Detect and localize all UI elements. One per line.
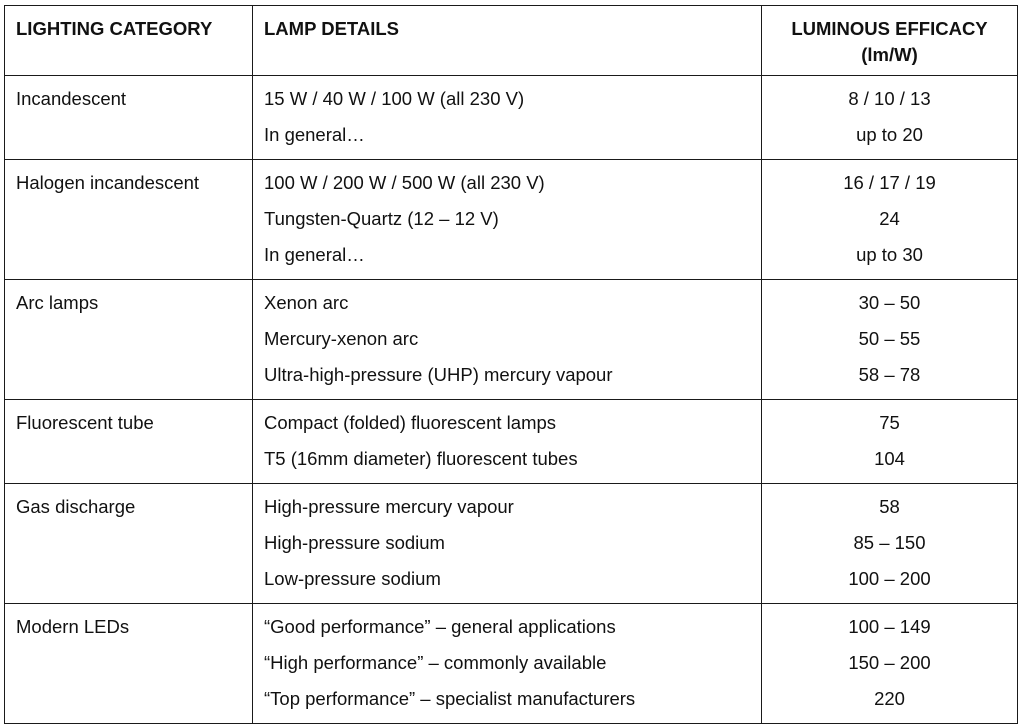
efficacy-value: 50 – 55 [858, 328, 921, 349]
efficacy-value: 100 – 200 [848, 568, 931, 589]
header-luminous-efficacy [762, 6, 1018, 76]
row-details-cell [253, 400, 762, 484]
efficacy-value: up to 30 [856, 244, 923, 265]
efficacy-value: 75 [879, 412, 900, 433]
header-lamp-details: LAMP DETAILS [253, 6, 762, 76]
row-efficacy-cell [762, 160, 1018, 280]
detail-line: “Good performance” – general applications [264, 616, 616, 637]
header-efficacy-unit: (lm/W) [861, 44, 918, 65]
category-label: Modern LEDs [16, 616, 130, 637]
row-details-cell [253, 484, 762, 604]
detail-line: Mercury-xenon arc [264, 328, 419, 349]
row-details-cell [253, 76, 762, 160]
detail-line: In general… [264, 244, 365, 265]
row-category-cell [5, 484, 253, 604]
efficacy-value: 16 / 17 / 19 [843, 172, 936, 193]
efficacy-value: 100 – 149 [848, 616, 931, 637]
detail-line: T5 (16mm diameter) fluorescent tubes [264, 448, 578, 469]
category-label: Incandescent [16, 88, 127, 109]
lighting-efficacy-table [4, 5, 1018, 724]
row-efficacy-cell [762, 76, 1018, 160]
row-efficacy-cell [762, 400, 1018, 484]
efficacy-value: 220 [874, 688, 905, 709]
row-efficacy-cell [762, 604, 1018, 724]
efficacy-value: 104 [874, 448, 905, 469]
detail-line: “High performance” – commonly available [264, 652, 607, 673]
row-category-cell [5, 280, 253, 400]
category-label: Arc lamps [16, 292, 99, 313]
efficacy-value: up to 20 [856, 124, 923, 145]
category-label: Fluorescent tube [16, 412, 154, 433]
row-details-cell [253, 280, 762, 400]
detail-line: “Top performance” – specialist manufacturers [264, 688, 636, 709]
row-details-cell [253, 160, 762, 280]
detail-line: Xenon arc [264, 292, 349, 313]
efficacy-value: 8 / 10 / 13 [848, 88, 931, 109]
detail-line: 100 W / 200 W / 500 W (all 230 V) [264, 172, 545, 193]
category-label: Gas discharge [16, 496, 136, 517]
detail-line: In general… [264, 124, 365, 145]
table-row [5, 160, 1018, 280]
detail-line: 15 W / 40 W / 100 W (all 230 V) [264, 88, 525, 109]
row-efficacy-cell [762, 484, 1018, 604]
efficacy-value: 85 – 150 [853, 532, 926, 553]
efficacy-value: 150 – 200 [848, 652, 931, 673]
detail-line: Tungsten-Quartz (12 – 12 V) [264, 208, 499, 229]
efficacy-value: 24 [879, 208, 900, 229]
table-row [5, 76, 1018, 160]
row-details-cell [253, 604, 762, 724]
detail-line: Low-pressure sodium [264, 568, 441, 589]
row-category-cell [5, 76, 253, 160]
efficacy-value: 30 – 50 [858, 292, 921, 313]
row-efficacy-cell [762, 280, 1018, 400]
header-efficacy-title: LUMINOUS EFFICACY [791, 18, 988, 39]
header-lighting-category: LIGHTING CATEGORY [5, 6, 253, 76]
row-category-cell [5, 160, 253, 280]
category-label: Halogen incandescent [16, 172, 200, 193]
detail-line: High-pressure mercury vapour [264, 496, 514, 517]
table-row [5, 604, 1018, 724]
detail-line: Compact (folded) fluorescent lamps [264, 412, 557, 433]
row-category-cell [5, 604, 253, 724]
table-row [5, 400, 1018, 484]
table-row [5, 484, 1018, 604]
efficacy-value: 58 – 78 [858, 364, 921, 385]
detail-line: High-pressure sodium [264, 532, 445, 553]
efficacy-value: 58 [879, 496, 900, 517]
table-header-row [5, 6, 1018, 76]
row-category-cell [5, 400, 253, 484]
table-row [5, 280, 1018, 400]
detail-line: Ultra-high-pressure (UHP) mercury vapour [264, 364, 613, 385]
